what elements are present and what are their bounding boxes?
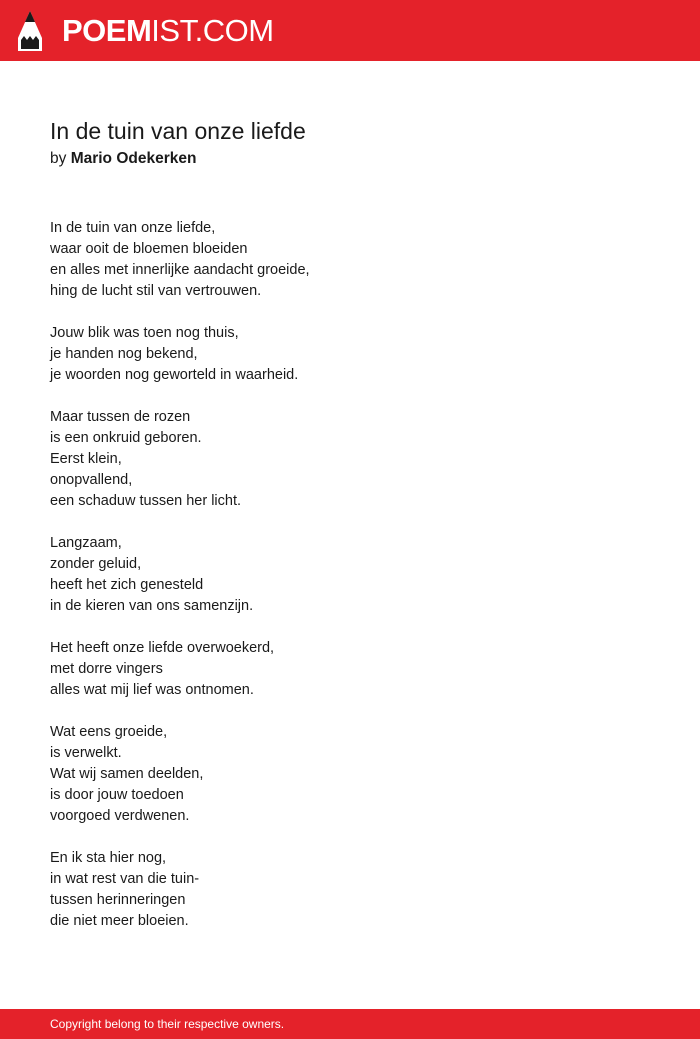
poem-line: Eerst klein, xyxy=(50,451,122,467)
poem-line: In de tuin van onze liefde, xyxy=(50,220,216,236)
site-footer xyxy=(0,1009,700,1039)
poem-stanza xyxy=(50,848,650,932)
poem-line: in de kieren van ons samenzijn. xyxy=(50,598,254,614)
poem-line: Langzaam, xyxy=(50,535,122,551)
poem-line: je handen nog bekend, xyxy=(50,346,198,362)
pencil-tip-icon[interactable] xyxy=(17,10,43,52)
poem-line: met dorre vingers xyxy=(50,661,163,677)
poem-stanza xyxy=(50,533,650,617)
poem-stanza xyxy=(50,407,650,512)
by-label: by xyxy=(50,150,67,167)
site-header xyxy=(0,0,700,61)
poem-line: zonder geluid, xyxy=(50,556,142,572)
poem-line: Wat eens groeide, xyxy=(50,724,168,740)
poem-stanza xyxy=(50,323,650,386)
poem-line: tussen herinneringen xyxy=(50,892,186,908)
poem-line: onopvallend, xyxy=(50,472,133,488)
poem-line: Jouw blik was toen nog thuis, xyxy=(50,325,239,341)
poem-body xyxy=(50,218,650,953)
poem-line: is door jouw toedoen xyxy=(50,787,184,803)
poem-stanza xyxy=(50,218,650,302)
poem-line: En ik sta hier nog, xyxy=(50,850,167,866)
poem-line: waar ooit de bloemen bloeiden xyxy=(50,241,248,257)
poem-line: een schaduw tussen her licht. xyxy=(50,493,242,509)
poem-author: Mario Odekerken xyxy=(70,150,197,167)
poem-line: Het heeft onze liefde overwoekerd, xyxy=(50,640,275,656)
logo-text-bold: POEM xyxy=(62,13,152,48)
poem-line: in wat rest van die tuin- xyxy=(50,871,200,887)
poem-line: en alles met innerlijke aandacht groeide, xyxy=(50,262,310,278)
poem-line: is een onkruid geboren. xyxy=(50,430,202,446)
poem-line: is verwelkt. xyxy=(50,745,122,761)
poem-title: In de tuin van onze liefde xyxy=(50,118,306,144)
poem-line: heeft het zich genesteld xyxy=(50,577,204,593)
poem-line: voorgoed verdwenen. xyxy=(50,808,190,824)
poem-line: hing de lucht stil van vertrouwen. xyxy=(50,283,262,299)
poem-stanza xyxy=(50,638,650,701)
poem-line: die niet meer bloeien. xyxy=(50,913,189,929)
poem-line: Wat wij samen deelden, xyxy=(50,766,204,782)
site-logo[interactable] xyxy=(62,12,274,50)
poem-line: Maar tussen de rozen xyxy=(50,409,191,425)
poem-byline xyxy=(50,149,196,169)
copyright-notice: Copyright belong to their respective owners. xyxy=(50,1017,285,1031)
poem-stanza xyxy=(50,722,650,827)
logo-text-light: IST.COM xyxy=(151,13,274,48)
poem-line: je woorden nog geworteld in waarheid. xyxy=(50,367,299,383)
poem-line: alles wat mij lief was ontnomen. xyxy=(50,682,254,698)
